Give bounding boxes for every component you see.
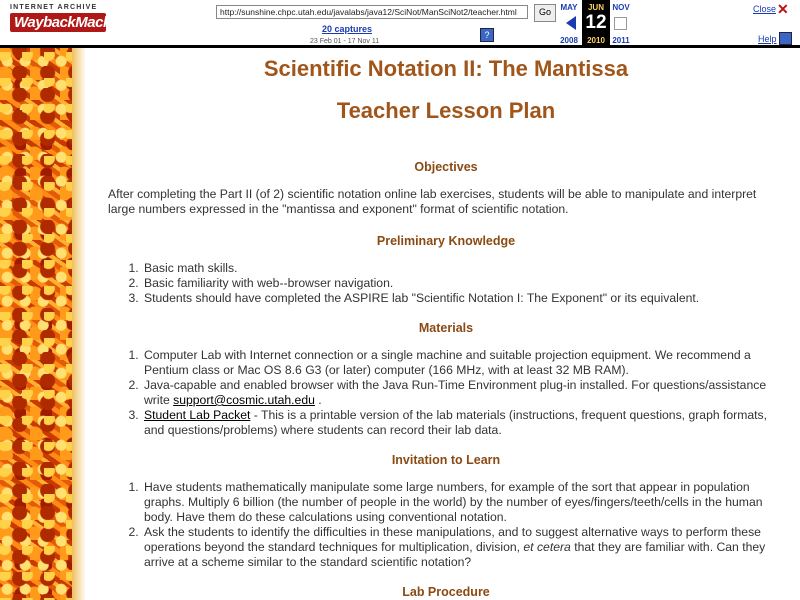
page-subtitle: Teacher Lesson Plan <box>336 98 556 123</box>
url-input[interactable] <box>216 5 528 19</box>
list-item <box>142 408 784 438</box>
support-email-link[interactable]: support@cosmic.utah.edu <box>173 393 315 407</box>
list-item <box>142 525 784 570</box>
student-lab-packet-link[interactable]: Student Lab Packet <box>144 408 251 422</box>
list-item <box>142 378 784 408</box>
list-item: 1. Have students mathematically manipulate some large numbers, for example of the sort that appear in population graphs. Multiply 6 billion (the number of people in the world) by the number of eyes/fingers/teeth/cells in the human body. Have them do these calculations using conventional notation. <box>142 480 784 525</box>
page-title: Scientific Notation II: The Mantissa <box>263 56 629 81</box>
invitation-list <box>108 480 784 570</box>
materials-item2-text: Java-capable and enabled browser with the Java Run-Time Environment plug-in installed. For questions/assistance write <box>144 378 767 407</box>
wayback-logo[interactable] <box>10 4 132 42</box>
info-icon[interactable]: ? <box>480 28 494 42</box>
list-item: 1. Basic math skills. <box>142 261 784 276</box>
sidebar-fade <box>72 0 86 600</box>
next-capture-box[interactable] <box>614 17 627 30</box>
invitation-heading: Invitation to Learn <box>391 453 501 467</box>
materials-item2-end: . <box>314 393 322 407</box>
close-link[interactable]: Close <box>753 4 777 14</box>
preliminary-heading: Preliminary Knowledge <box>376 234 516 248</box>
list-item: 3. Students should have completed the ASPIRE lab "Scientific Notation I: The Exponent" or its equivalent. <box>142 291 784 306</box>
capture-range: 23 Feb 01 - 17 Nov 11 <box>310 38 380 45</box>
materials-item3-text: - This is a printable version of the lab materials (instructions, frequent questions, graph formats, and questions/problems) where students can record their lab data. <box>144 408 768 437</box>
prev-capture-arrow-icon[interactable] <box>566 16 576 30</box>
page-content <box>108 50 784 600</box>
logo-main-text: WaybackMachine <box>10 13 106 32</box>
close-icon[interactable]: ✕ <box>777 1 789 17</box>
invitation-item2-a: Ask the students to identify the difficulties in these manipulations, and to suggest alternative ways to perform these operations beyond the standard techniques for multiplication, division, <box>144 525 761 554</box>
captures-link[interactable]: 20 captures <box>322 24 373 34</box>
wayback-toolbar <box>0 0 800 48</box>
prev-month-link[interactable]: MAY <box>560 3 578 12</box>
current-year: 2010 <box>587 36 605 45</box>
prev-year-link[interactable]: 2008 <box>560 36 578 45</box>
current-month: JUN <box>587 3 604 12</box>
decorative-sidebar <box>0 0 72 600</box>
invitation-item2-em: et cetera <box>523 540 571 554</box>
materials-heading: Materials <box>418 321 474 335</box>
help-link[interactable]: Help <box>758 34 777 44</box>
go-button[interactable]: Go <box>534 4 556 22</box>
materials-list <box>108 348 784 438</box>
invitation-item2-b: that they are familiar with. Can they arrive at a scheme similar to the standard scientific notation? <box>144 540 766 569</box>
preliminary-list <box>108 261 784 306</box>
next-month-link[interactable]: NOV <box>612 3 630 12</box>
logo-top-text: INTERNET ARCHIVE <box>10 4 98 11</box>
objectives-heading: Objectives <box>414 160 478 174</box>
list-item: 2. Basic familiarity with web--browser navigation. <box>142 276 784 291</box>
next-year-link[interactable]: 2011 <box>612 36 630 45</box>
objectives-text: After completing the Part II (of 2) scientific notation online lab exercises, students will be able to manipulate and interpret large numbers expressed in the "mantissa and exponent" format of scientific notation. <box>108 187 757 216</box>
current-day: 12 <box>585 12 607 33</box>
help-icon[interactable] <box>779 32 792 45</box>
list-item: 1. Computer Lab with Internet connection or a single machine and suitable projection equipment. We recommend a Pentium class or Mac OS 8.6 G3 (or later) computer (166 MHz, with at least 32 MB RAM). <box>142 348 784 378</box>
procedure-heading: Lab Procedure <box>402 585 490 599</box>
